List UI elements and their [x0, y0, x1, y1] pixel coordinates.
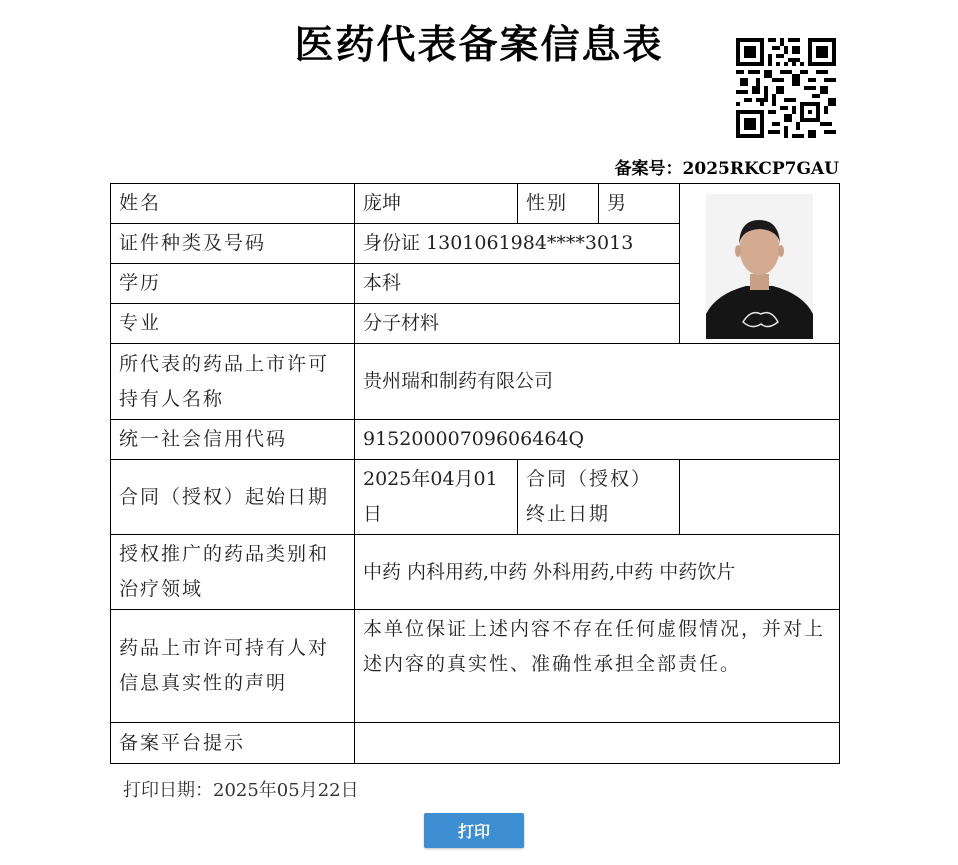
- avatar: [706, 194, 813, 339]
- photo-cell: [680, 184, 840, 344]
- contract-end-label: 合同（授权）终止日期: [518, 460, 680, 535]
- declaration-label: 药品上市许可持有人对信息真实性的声明: [111, 610, 355, 723]
- document-title: 医药代表备案信息表: [294, 23, 664, 68]
- credit-code-label: 统一社会信用代码: [111, 420, 355, 460]
- print-button[interactable]: 打印: [424, 813, 524, 848]
- print-date: 打印日期：2025年05月22日: [123, 780, 359, 801]
- category-value: 中药 内科用药,中药 外科用药,中药 中药饮片: [355, 535, 840, 610]
- category-label: 授权推广的药品类别和治疗领域: [111, 535, 355, 610]
- gender-value: 男: [599, 184, 680, 224]
- holder-label: 所代表的药品上市许可持有人名称: [111, 344, 355, 420]
- platform-value: [355, 723, 840, 764]
- id-value: 身份证 1301061984****3013: [355, 224, 680, 264]
- education-label: 学历: [111, 264, 355, 304]
- holder-value: 贵州瑞和制药有限公司: [355, 344, 840, 420]
- contract-start-label: 合同（授权）起始日期: [111, 460, 355, 535]
- platform-label: 备案平台提示: [111, 723, 355, 764]
- credit-code-value: 91520000709606464Q: [355, 420, 840, 460]
- info-table: [110, 183, 840, 764]
- name-label: 姓名: [111, 184, 355, 224]
- id-label: 证件种类及号码: [111, 224, 355, 264]
- major-label: 专业: [111, 304, 355, 344]
- major-value: 分子材料: [355, 304, 680, 344]
- education-value: 本科: [355, 264, 680, 304]
- declaration-value: 本单位保证上述内容不存在任何虚假情况，并对上述内容的真实性、准确性承担全部责任。: [355, 610, 840, 723]
- contract-start-value: 2025年04月01日: [355, 460, 518, 535]
- contract-end-value: [680, 460, 840, 535]
- qr-code-icon: [736, 38, 836, 138]
- name-value: 庞坤: [355, 184, 518, 224]
- record-number: 备案号：2025RKCP7GAU: [614, 159, 839, 179]
- gender-label: 性别: [518, 184, 599, 224]
